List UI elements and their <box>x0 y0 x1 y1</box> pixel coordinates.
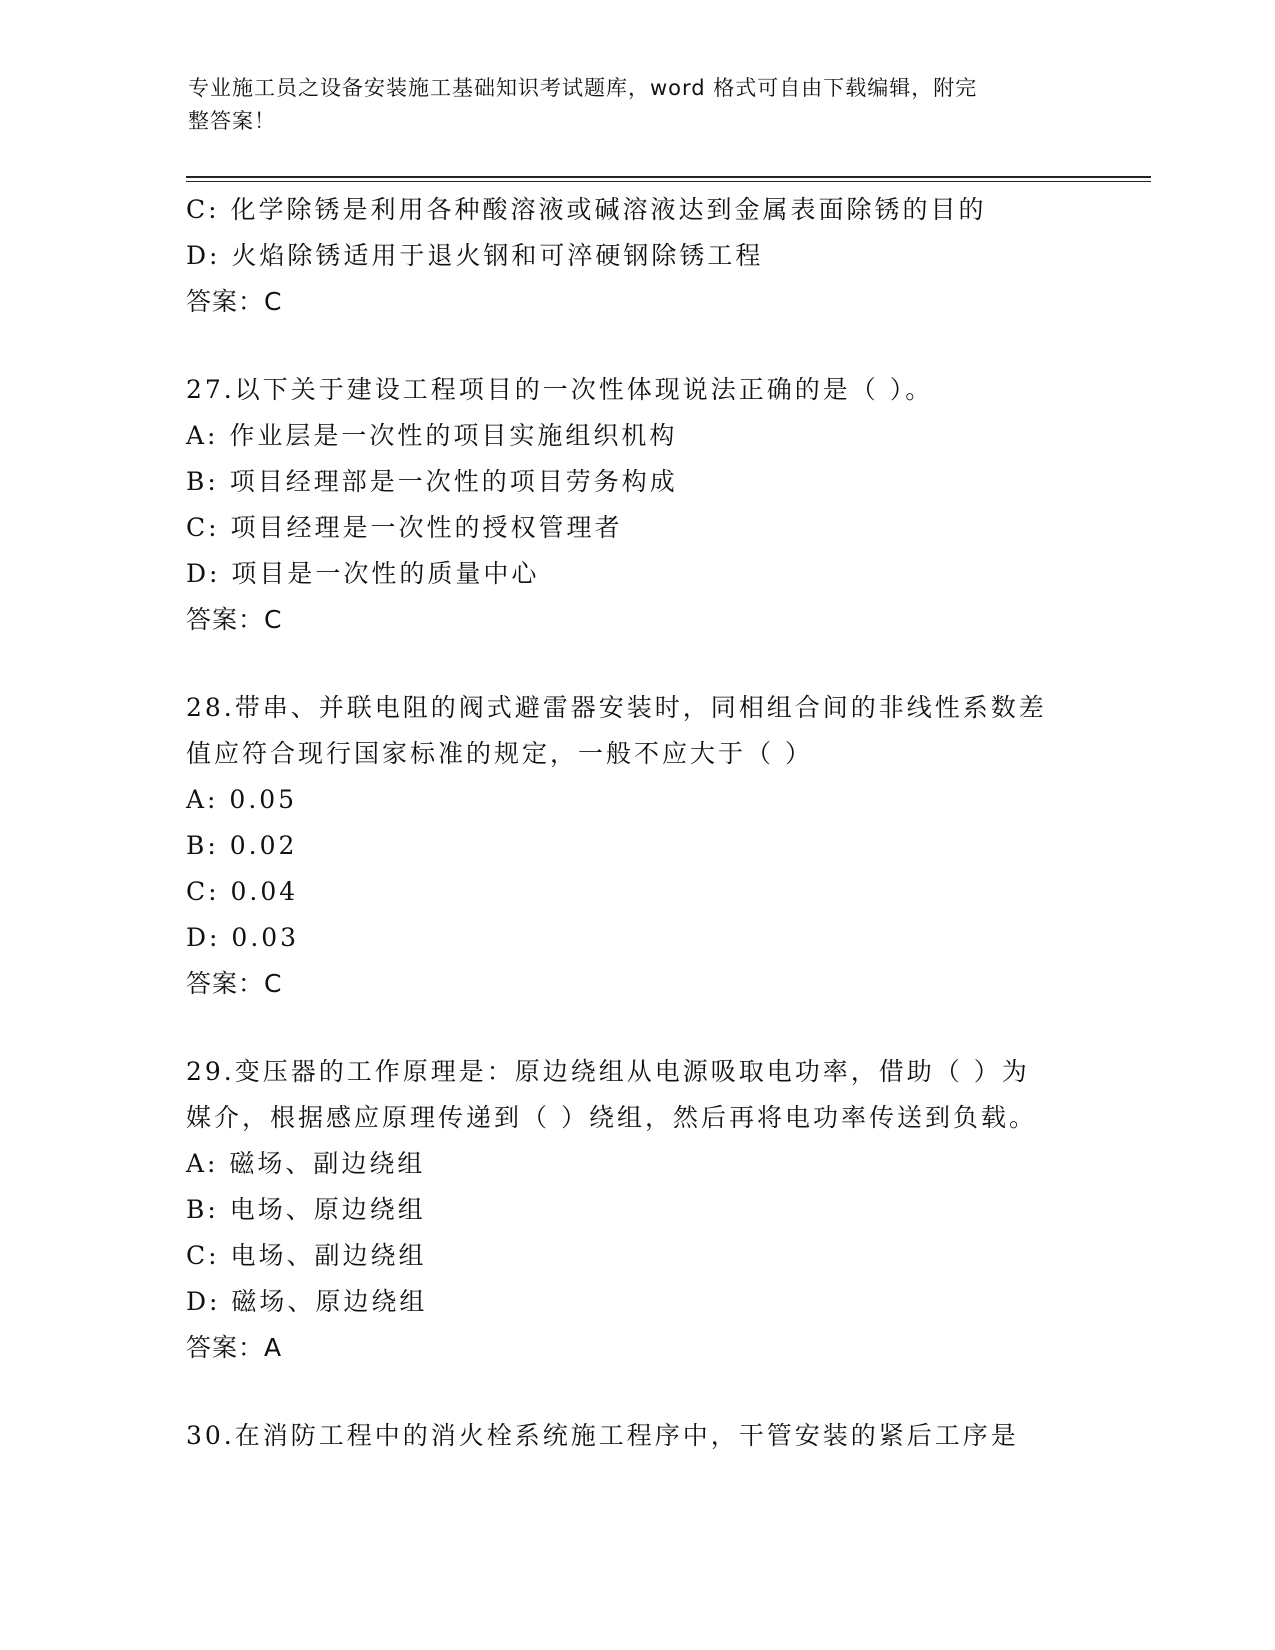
question-stem: 30.在消防工程中的消火栓系统施工程序中，干管安装的紧后工序是 <box>186 1421 1019 1450</box>
header-divider-thin <box>186 181 1151 182</box>
answer-line: 答案：C <box>186 969 283 998</box>
option-a: A: 磁场、副边绕组 <box>186 1149 426 1178</box>
spacer <box>186 643 1146 685</box>
option-d: D: 项目是一次性的质量中心 <box>186 559 540 588</box>
question-continuation <box>186 187 1146 325</box>
question-stem: 媒介，根据感应原理传递到（ ）绕组，然后再将电功率传送到负载。 <box>186 1103 1037 1132</box>
header-divider-thick <box>186 176 1151 178</box>
question-30 <box>186 1413 1146 1459</box>
option-c: C: 项目经理是一次性的授权管理者 <box>186 513 623 542</box>
spacer <box>186 325 1146 367</box>
spacer <box>186 1007 1146 1049</box>
option-c: C: 电场、副边绕组 <box>186 1241 427 1270</box>
option-a: A: 0.05 <box>186 785 298 814</box>
header-line-2: 整答案！ <box>188 109 276 133</box>
option-c: C: 化学除锈是利用各种酸溶液或碱溶液达到金属表面除锈的目的 <box>186 195 987 224</box>
option-a: A: 作业层是一次性的项目实施组织机构 <box>186 421 678 450</box>
option-b: B: 项目经理部是一次性的项目劳务构成 <box>186 467 678 496</box>
question-list <box>186 187 1146 1459</box>
question-stem: 27.以下关于建设工程项目的一次性体现说法正确的是（ ）。 <box>186 375 934 404</box>
question-29 <box>186 1049 1146 1371</box>
document-header <box>188 72 1068 138</box>
question-stem: 28.带串、并联电阻的阀式避雷器安装时，同相组合间的非线性系数差 <box>186 693 1047 722</box>
option-d: D: 火焰除锈适用于退火钢和可淬硬钢除锈工程 <box>186 241 764 270</box>
question-stem: 29.变压器的工作原理是：原边绕组从电源吸取电功率，借助（ ）为 <box>186 1057 1030 1086</box>
answer-line: 答案：C <box>186 605 283 634</box>
question-stem: 值应符合现行国家标准的规定，一般不应大于（ ） <box>186 739 813 768</box>
option-b: B: 电场、原边绕组 <box>186 1195 426 1224</box>
question-28 <box>186 685 1146 1007</box>
option-d: D: 0.03 <box>186 923 300 952</box>
question-27 <box>186 367 1146 643</box>
answer-line: 答案：A <box>186 1333 283 1362</box>
option-c: C: 0.04 <box>186 877 299 906</box>
spacer <box>186 1371 1146 1413</box>
option-b: B: 0.02 <box>186 831 298 860</box>
header-line-1: 专业施工员之设备安装施工基础知识考试题库，word 格式可自由下载编辑，附完 <box>188 76 978 100</box>
answer-line: 答案：C <box>186 287 283 316</box>
option-d: D: 磁场、原边绕组 <box>186 1287 428 1316</box>
